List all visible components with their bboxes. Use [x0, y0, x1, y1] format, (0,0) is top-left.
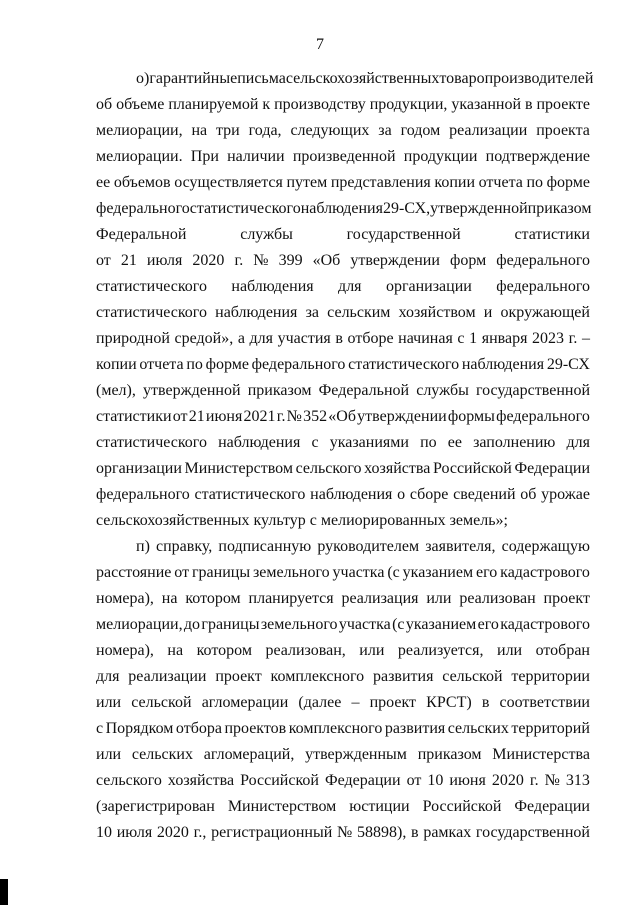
- text-line: для реализации проект комплексного развития сельской территории: [96, 668, 590, 685]
- text-line: федерального статистического наблюдения о сборе сведений об урожае: [96, 486, 590, 503]
- text-line: или сельских агломераций, утвержденным приказом Министерства: [96, 746, 590, 763]
- text-line: расстояние от границы земельного участка (с указанием его кадастрового: [96, 564, 590, 581]
- text-line: мелиорации, на три года, следующих за годом реализации проекта: [96, 122, 590, 139]
- text-line: номера), на котором реализован, или реализуется, или отобран: [96, 642, 590, 659]
- text-line: (мел), утвержденной приказом Федеральной службы государственной: [96, 382, 590, 399]
- scan-edge-mark: [0, 879, 8, 905]
- text-line: п) справку, подписанную руководителем заявителя, содержащую: [136, 538, 590, 555]
- text-line: организации Министерством сельского хозяйства Российской Федерации: [96, 460, 590, 477]
- text-line: сельского хозяйства Российской Федерации от 10 июня 2020 г. № 313: [96, 772, 590, 789]
- text-line: или сельской агломерации (далее – проект КРСТ) в соответствии: [96, 694, 590, 711]
- text-line: мелиорации. При наличии произведенной продукции подтверждение: [96, 148, 590, 165]
- text-line: статистического наблюдения с указаниями по ее заполнению для: [96, 434, 590, 451]
- text-line: федерального статистического наблюдения 29-СХ, утвержденной приказом: [96, 200, 592, 217]
- text-line: об объеме планируемой к производству продукции, указанной в проекте: [96, 96, 590, 113]
- text-line: с Порядком отбора проектов комплексного развития сельских территорий: [96, 720, 590, 737]
- text-line: статистического наблюдения за сельским хозяйством и окружающей: [96, 304, 590, 321]
- text-line: статистического наблюдения для организации федерального: [96, 278, 590, 295]
- text-line: статистики от 21 июня 2021 г. № 352 «Об утверждении формы федерального: [96, 408, 590, 425]
- text-line: ее объемов осуществляется путем представления копии отчета по форме: [96, 174, 590, 191]
- text-line: копии отчета по форме федерального статистического наблюдения 29-СХ: [96, 356, 590, 373]
- text-line: мелиорации, до границы земельного участка (с указанием его кадастрового: [96, 616, 590, 633]
- text-line: сельскохозяйственных культур с мелиорированных земель»;: [96, 512, 508, 529]
- text-line: номера), на котором планируется реализация или реализован проект: [96, 590, 590, 607]
- text-line: природной средой», а для участия в отборе начиная с 1 января 2023 г. –: [96, 330, 590, 347]
- page-number: 7: [316, 36, 324, 53]
- text-line: от 21 июля 2020 г. № 399 «Об утверждении форм федерального: [96, 252, 590, 269]
- text-line: о) гарантийные письма сельскохозяйственных товаропроизводителей: [136, 70, 594, 87]
- text-line: (зарегистрирован Министерством юстиции Российской Федерации: [96, 798, 590, 815]
- document-body: [96, 66, 594, 846]
- text-line: 10 июля 2020 г., регистрационный № 58898), в рамках государственной: [96, 824, 590, 841]
- text-line: Федеральной службы государственной статистики: [96, 226, 590, 243]
